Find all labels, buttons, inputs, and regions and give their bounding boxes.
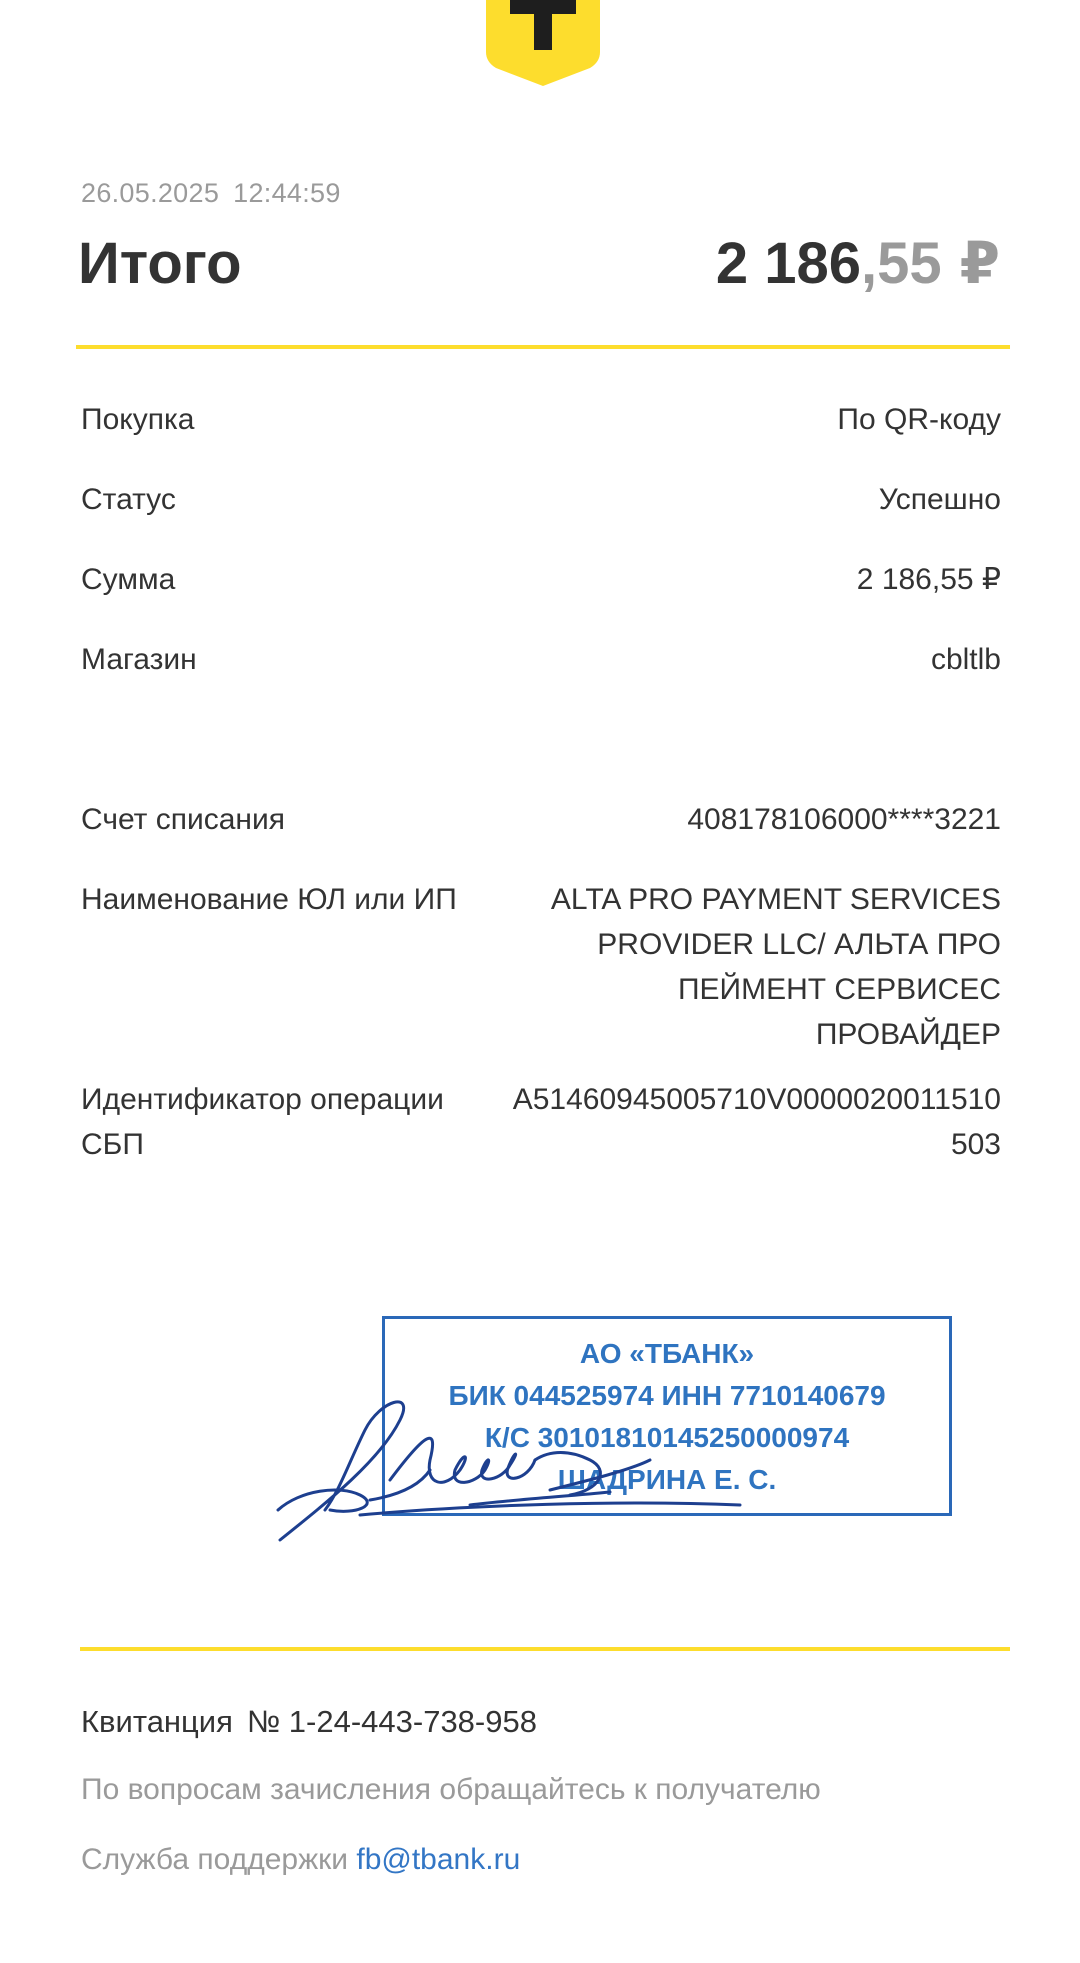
transaction-datetime <box>81 178 341 209</box>
detail-value: cbltlb <box>930 643 1001 676</box>
receipt-label: Квитанция <box>81 1704 233 1739</box>
detail-label: Статус <box>81 483 176 516</box>
detail-row-legal-entity <box>81 877 1001 1067</box>
detail-label: Идентификатор операции СБП <box>81 1083 444 1161</box>
stamp-line: АО «ТБАНК» <box>579 1338 755 1369</box>
total-label: Итого <box>78 231 242 296</box>
detail-label: Наименование ЮЛ или ИП <box>81 883 457 916</box>
support-line <box>81 1838 520 1882</box>
detail-label: Покупка <box>81 403 195 436</box>
detail-row-sbp-operation-id <box>81 1077 1001 1172</box>
total-amount-integer: 2 186 <box>715 231 861 296</box>
total-currency: ₽ <box>959 231 1000 296</box>
tbank-shield-logo-icon <box>486 0 600 86</box>
signature <box>270 1310 970 1570</box>
receipt-value: № 1-24-443-738-958 <box>246 1704 537 1739</box>
total-amount-fraction: ,55 <box>861 231 942 296</box>
top-divider <box>76 345 1010 349</box>
stamp-line: БИК 044525974 ИНН 7710140679 <box>448 1380 886 1411</box>
bottom-divider <box>80 1647 1010 1651</box>
stamp-line: К/С 30101810145250000974 <box>484 1422 850 1453</box>
detail-value: A51460945005710V0000020011510503 <box>512 1083 1001 1161</box>
total-amount <box>716 228 1000 300</box>
detail-label: Счет списания <box>81 803 285 836</box>
detail-label: Магазин <box>81 643 197 676</box>
transaction-date: 26.05.2025 <box>81 178 220 208</box>
detail-value: По QR-коду <box>837 403 1001 436</box>
detail-value: 2 186,55 ₽ <box>856 563 1001 596</box>
support-email-link[interactable]: fb@tbank.ru <box>356 1843 521 1876</box>
bank-stamp-area <box>270 1310 970 1570</box>
detail-value: ALTA PRO PAYMENT SERVICES PROVIDER LLC/ АЛЬТА ПРО ПЕЙМЕНТ СЕРВИСЕС ПРОВАЙДЕР <box>550 883 1001 1051</box>
detail-value: Успешно <box>878 483 1001 516</box>
recipient-note: По вопросам зачисления обращайтесь к получателю <box>81 1773 821 1806</box>
detail-label: Сумма <box>81 563 176 596</box>
receipt-number <box>81 1700 537 1744</box>
detail-value: 408178106000****3221 <box>687 803 1001 836</box>
stamp-line: ШАДРИНА Е. С. <box>557 1464 777 1495</box>
support-label: Служба поддержки <box>81 1843 349 1876</box>
transaction-time: 12:44:59 <box>233 178 341 208</box>
